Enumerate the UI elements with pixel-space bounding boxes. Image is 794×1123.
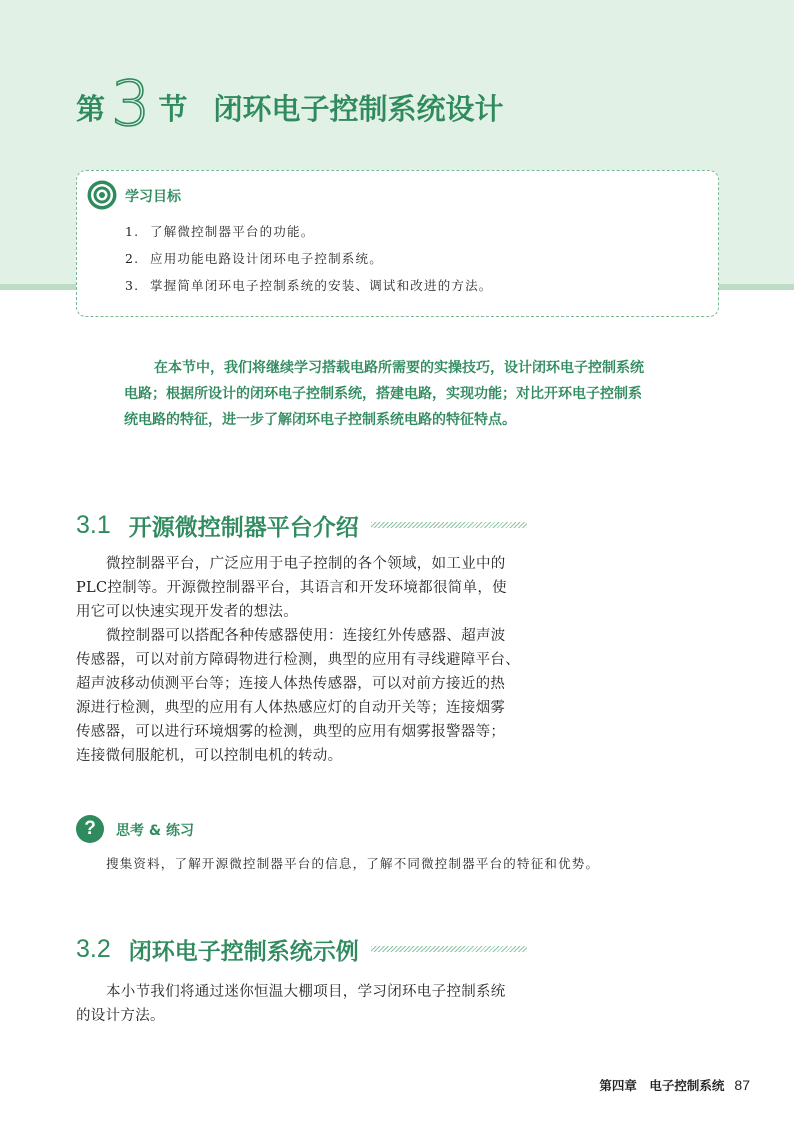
page-number: 87 bbox=[734, 1077, 750, 1093]
chapter-label: 第四章 电子控制系统 bbox=[599, 1078, 725, 1093]
page-footer bbox=[599, 1076, 750, 1094]
subsection-heading-3-2 bbox=[76, 932, 527, 966]
subsection-3-1-body: 微控制器平台，广泛应用于电子控制的各个领域，如工业中的 PLC控制等。开源微控制器平台，其语言和开发环境都很简单，使 用它可以快速实现开发者的想法。 微控制器可以搭配各种传感器使用：连接红外传感器、超声波 传感器，可以对前方障碍物进行检测，典型的应用有寻线避障平台、 超声波移动侦测平台等；连接人体热传感器，可以对前方接近的热 源进行检测，典型的应用有人体热感应灯的自动开关等；连接烟雾 传感器，可以进行环境烟雾的检测，典型的应用有烟雾报警器等； 连接微伺服舵机，可以控制电机的转动。 bbox=[76, 556, 520, 764]
subsection-heading-3-1 bbox=[76, 508, 527, 542]
objective-item: 3. 掌握简单闭环电子控制系统的安装、调试和改进的方法。 bbox=[125, 278, 493, 293]
think-practice-text: 搜集资料，了解开源微控制器平台的信息，了解不同微控制器平台的特征和优势。 bbox=[106, 856, 600, 871]
section-prefix: 第 bbox=[76, 91, 106, 126]
heading-rule bbox=[371, 522, 527, 528]
objectives-list bbox=[125, 223, 493, 304]
heading-rule bbox=[371, 946, 527, 952]
objective-item: 2. 应用功能电路设计闭环电子控制系统。 bbox=[125, 251, 383, 266]
subsection-3-2-body: 本小节我们将通过迷你恒温大棚项目，学习闭环电子控制系统 的设计方法。 bbox=[76, 984, 506, 1024]
section-title bbox=[76, 67, 504, 142]
objective-item: 1. 了解微控制器平台的功能。 bbox=[125, 224, 315, 239]
learning-objectives-box bbox=[76, 170, 719, 317]
section-number: 3 bbox=[111, 67, 151, 140]
question-icon: ? bbox=[76, 815, 104, 843]
subsection-title: 开源微控制器平台介绍 bbox=[128, 514, 359, 541]
subsection-number: 3.2 bbox=[76, 934, 111, 963]
subsection-number: 3.1 bbox=[76, 510, 111, 539]
subsection-title: 闭环电子控制系统示例 bbox=[128, 938, 359, 965]
section-name: 闭环电子控制系统设计 bbox=[213, 91, 504, 126]
intro-paragraph: 在本节中，我们将继续学习搭载电路所需要的实操技巧，设计闭环电子控制系统 电路；根据所设计的闭环电子控制系统，搭建电路，实现功能；对比开环电子控制系 统电路的特征，进一步了解闭环电子控制系统电路的特征特点。 bbox=[124, 360, 644, 428]
section-suffix: 节 bbox=[158, 91, 188, 126]
objectives-title: 学习目标 bbox=[125, 189, 181, 205]
target-icon bbox=[86, 179, 118, 211]
think-practice-title: 思考 & 练习 bbox=[116, 823, 194, 839]
